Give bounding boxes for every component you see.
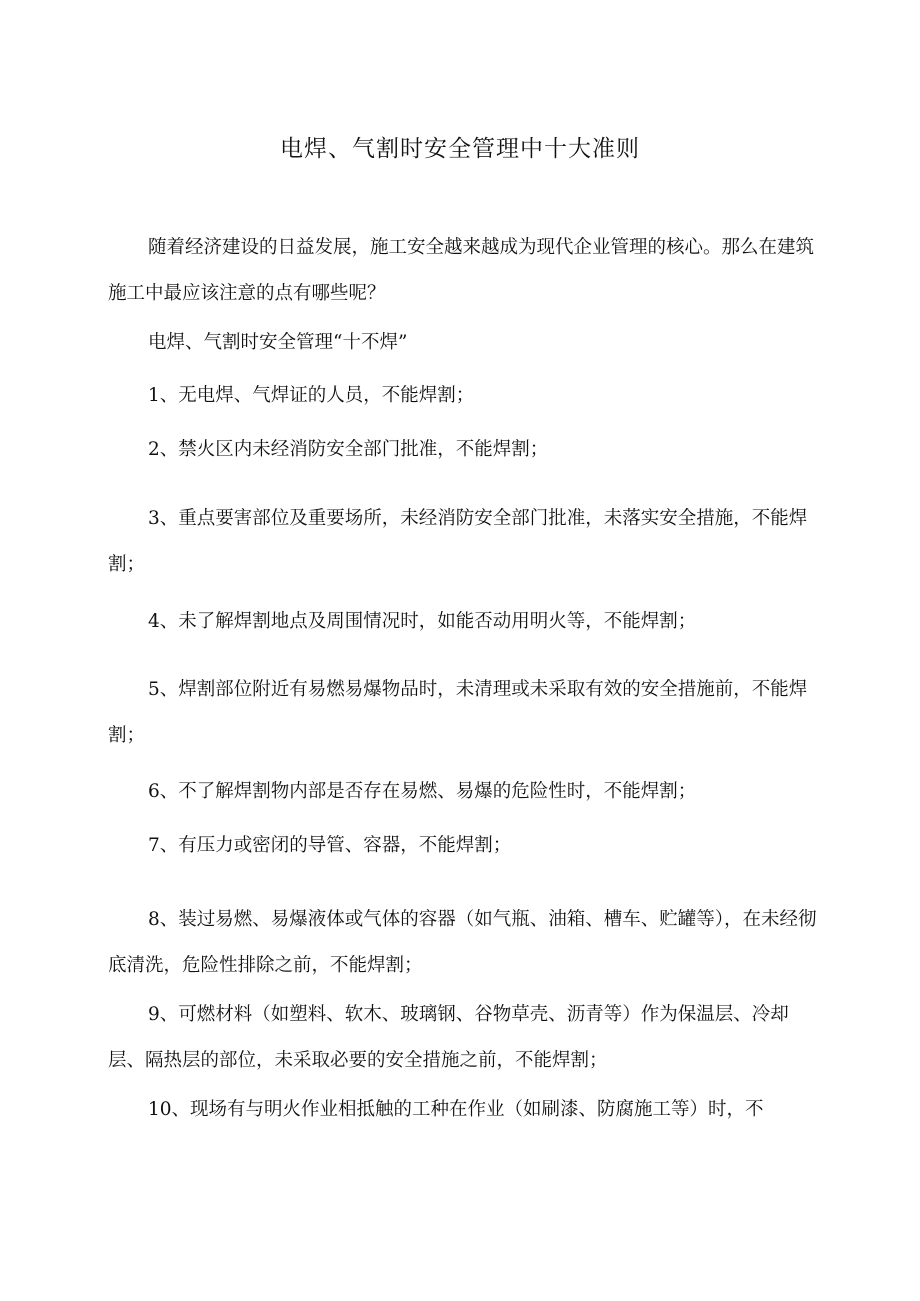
rule-item-7: 7、有压力或密闭的导管、容器，不能焊割； (148, 835, 512, 856)
rule-item-6: 6、不了解焊割物内部是否存在易燃、易爆的危险性时，不能焊割； (148, 781, 697, 802)
intro-paragraph: 随着经济建设的日益发展，施工安全越来越成为现代企业管理的核心。那么在建筑施工中最应该注意的点有哪些呢？ (108, 237, 815, 304)
rule-item-1: 1、无电焊、气焊证的人员，不能焊割； (148, 385, 475, 406)
rule-item-8: 8、装过易燃、易爆液体或气体的容器（如气瓶、油箱、槽车、贮罐等），在未经彻底清洗，危险性排除之前，不能焊割； (108, 909, 817, 976)
rule-item-3: 3、重点要害部位及重要场所，未经消防安全部门批准，未落实安全措施，不能焊割； (108, 508, 808, 575)
section-heading: 电焊、气割时安全管理“十不焊” (148, 332, 408, 353)
rule-item-2: 2、禁火区内未经消防安全部门批准，不能焊割； (148, 439, 549, 460)
rule-item-10: 10、现场有与明火作业相抵触的工种在作业（如刷漆、防腐施工等）时，不 (148, 1099, 764, 1120)
rule-item-9: 9、可燃材料（如塑料、软木、玻璃钢、谷物草壳、沥青等）作为保温层、冷却层、隔热层的部位，未采取必要的安全措施之前，不能焊割； (108, 1004, 789, 1071)
rule-item-4: 4、未了解焊割地点及周围情况时，如能否动用明火等，不能焊割； (148, 611, 697, 632)
rule-item-5: 5、焊割部位附近有易燃易爆物品时，未清理或未采取有效的安全措施前，不能焊割； (108, 679, 808, 746)
document-title: 电焊、气割时安全管理中十大准则 (280, 136, 640, 162)
